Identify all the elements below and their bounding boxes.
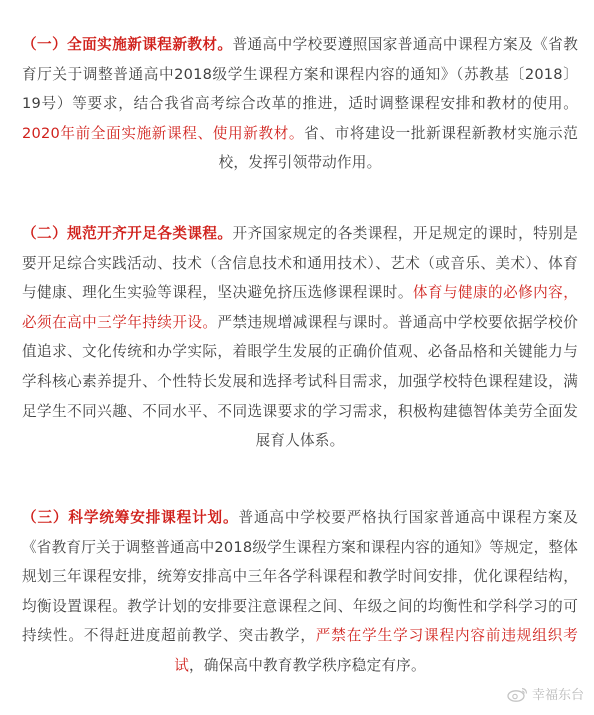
section-3 bbox=[22, 503, 578, 681]
section-2-text-end: 严禁违规增减课程与课时。普通高中学校要依据学校价值追求、文化传统和办学实际，着眼学生发展的正确价值观、必备品格和关键能力与学科核心素养提升、个性特长发展和选择考试科目需求，加强学校特色课程建设，满足学生不同兴趣、不同水平、不同选课要求的学习需求，积极构建德智体美劳全面发展育人体系。 bbox=[22, 313, 578, 450]
section-2-heading: （二）规范开齐开足各类课程。 bbox=[22, 225, 233, 242]
watermark-text: 幸福东台 bbox=[531, 688, 584, 703]
section-1-highlight: 2020年前全面实施新课程、使用新教材。 bbox=[22, 124, 305, 142]
section-3-text-end: ，确保高中教育教学秩序稳定有序。 bbox=[189, 656, 426, 674]
section-3-heading: （三）科学统筹安排课程计划。 bbox=[22, 509, 239, 526]
weibo-icon bbox=[507, 686, 529, 702]
section-2-highlight: 体育与健康的必修内容，必须在高中三学年持续开设。 bbox=[22, 284, 579, 331]
section-3-highlight: 严禁在学生学习课程内容前违规组织考试 bbox=[174, 627, 578, 674]
weibo-watermark bbox=[507, 684, 584, 703]
section-1-heading: （一）全面实施新课程新教材。 bbox=[22, 36, 233, 53]
section-1-text-end: 省、市将建设一批新课程新教材实施示范校，发挥引领带动作用。 bbox=[218, 124, 578, 172]
section-1-text: 普通高中学校要遵照国家普通高中课程方案及《省教育厅关于调整普通高中2018级学生课程方案和课程内容的通知》（苏教基〔2018〕19号）等要求，结合我省高考综合改革的推进，适时调整课程安排和教材的使用。 bbox=[22, 36, 578, 113]
section-2-text: 开齐国家规定的各类课程，开足规定的课时，特别是要开足综合实践活动、技术（含信息技术和通用技术）、艺术（或音乐、美术）、体育与健康、理化生实验等课程，坚决避免挤压选修课程课时。 bbox=[22, 225, 578, 302]
section-2 bbox=[22, 219, 578, 456]
section-3-text: 普通高中学校要严格执行国家普通高中课程方案及《省教育厅关于调整普通高中2018级学生课程方案和课程内容的通知》等规定，整体规划三年课程安排，统筹安排高中三年各学科课程和教学时间安排，优化课程结构，均衡设置课程。教学计划的安排要注意课程之间、年级之间的均衡性和学科学习的可持续性。不得赶进度超前教学、突击教学， bbox=[22, 509, 578, 645]
section-1 bbox=[22, 30, 578, 178]
